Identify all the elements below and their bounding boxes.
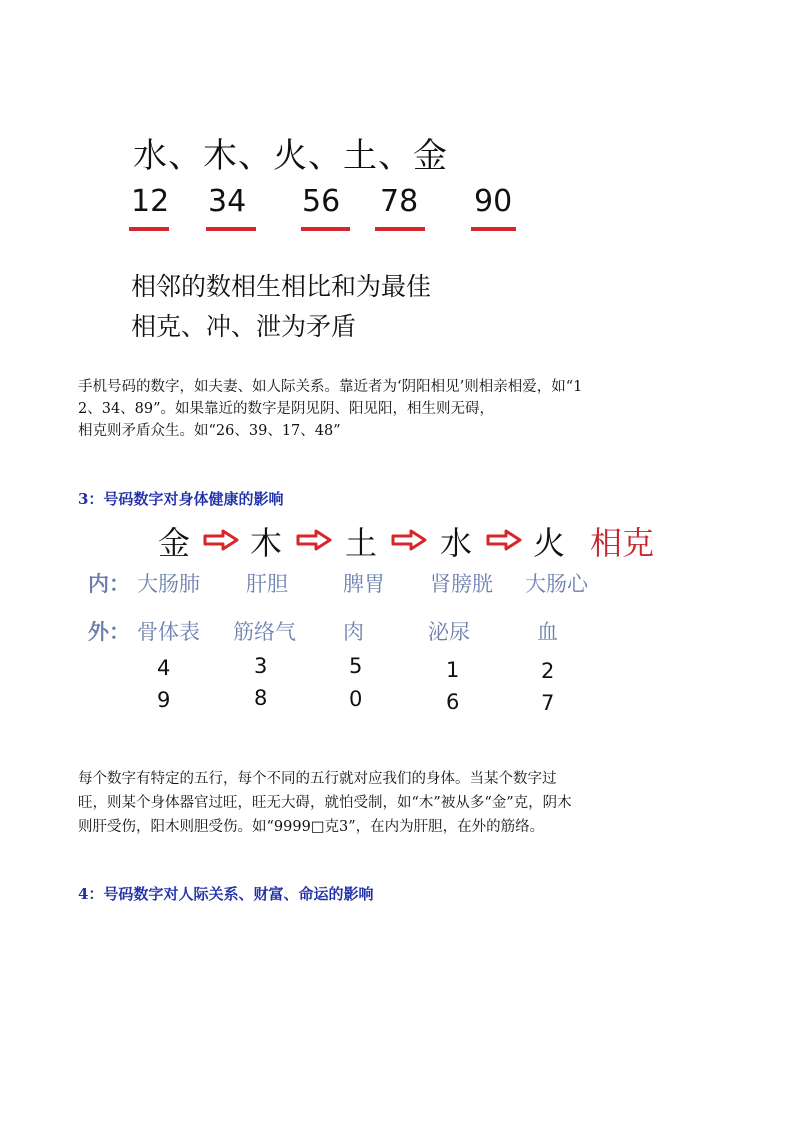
underline-34 (206, 227, 256, 231)
arrow-right-icon (296, 529, 332, 551)
digit-fire-bottom: 7 (541, 691, 555, 715)
digit-earth-bottom: 0 (349, 687, 363, 711)
underline-90 (471, 227, 516, 231)
element-earth: 土 (345, 524, 378, 562)
digit-fire-top: 2 (541, 659, 555, 683)
element-fire: 火 (533, 524, 566, 562)
number-pair-34: 34 (208, 184, 247, 219)
outer-organ-water: 泌尿 (428, 620, 470, 644)
paragraph1-line3: 相克则矛盾众生。如“26、39、17、48” (78, 423, 341, 439)
outer-label: 外： (88, 620, 130, 644)
rule-line-1: 相邻的数相生相比和为最佳 (131, 272, 432, 301)
element-water: 水 (440, 524, 473, 562)
inner-organ-earth: 脾胃 (343, 572, 385, 596)
number-pair-56: 56 (302, 184, 341, 219)
outer-organ-fire: 血 (537, 620, 558, 644)
inner-organ-fire: 大肠心 (525, 572, 588, 596)
digit-water-bottom: 6 (446, 690, 460, 714)
arrow-right-icon (391, 529, 427, 551)
section3-heading: 3：号码数字对身体健康的影响 (78, 490, 284, 508)
digit-metal-top: 4 (157, 656, 171, 680)
section4-heading: 4：号码数字对人际关系、财富、命运的影响 (78, 885, 374, 903)
paragraph2-line2: 旺，则某个身体器官过旺，旺无大碍，就怕受制，如“木”被从多“金”克，阴木 (78, 795, 572, 811)
element-metal: 金 (158, 524, 191, 562)
inner-organ-water: 肾膀胱 (430, 572, 493, 596)
inner-organ-metal: 大肠肺 (137, 572, 200, 596)
outer-organ-metal: 骨体表 (137, 620, 200, 644)
number-pair-78: 78 (380, 184, 419, 219)
inner-label: 内： (88, 572, 130, 596)
arrow-right-icon (203, 529, 239, 551)
rule-line-2: 相克、冲、泄为矛盾 (131, 312, 357, 341)
arrow-right-icon (486, 529, 522, 551)
underline-78 (375, 227, 425, 231)
digit-water-top: 1 (446, 658, 460, 682)
underline-12 (129, 227, 169, 231)
paragraph2-line1: 每个数字有特定的五行，每个不同的五行就对应我们的身体。当某个数字过 (78, 771, 557, 787)
five-elements-line: 水、木、火、土、金 (133, 136, 448, 176)
outer-organ-earth: 肉 (343, 620, 364, 644)
underline-56 (301, 227, 350, 231)
number-pair-12: 12 (131, 184, 170, 219)
paragraph2-line3: 则肝受伤，阳木则胆受伤。如“9999□克3”，在内为肝胆，在外的筋络。 (78, 819, 545, 835)
digit-earth-top: 5 (349, 654, 363, 678)
paragraph1-line1: 手机号码的数字，如夫妻、如人际关系。靠近者为‘阴阳相见’则相亲相爱，如“1 (78, 379, 583, 395)
digit-wood-top: 3 (254, 654, 268, 678)
outer-organ-wood: 筋络气 (233, 620, 296, 644)
conflict-label: 相克 (590, 524, 655, 562)
inner-organ-wood: 肝胆 (246, 572, 288, 596)
paragraph1-line2: 2、34、89”。如果靠近的数字是阴见阴、阳见阳，相生则无碍， (78, 401, 495, 417)
digit-wood-bottom: 8 (254, 686, 268, 710)
element-wood: 木 (250, 524, 283, 562)
number-pair-90: 90 (474, 184, 513, 219)
digit-metal-bottom: 9 (157, 688, 171, 712)
